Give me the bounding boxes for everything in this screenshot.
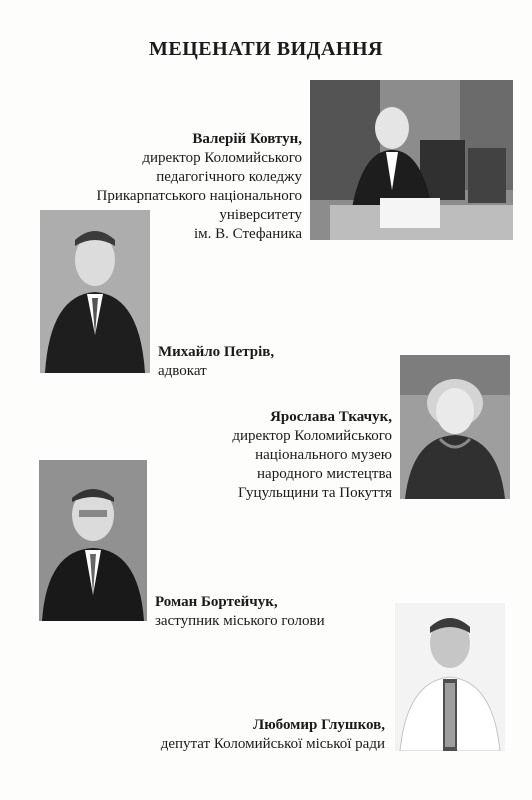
patron-role-line: Прикарпатського національного bbox=[96, 188, 302, 204]
patron-role-line: Гуцульщини та Покуття bbox=[237, 485, 392, 501]
patron-caption-hlushkov bbox=[100, 716, 385, 754]
patron-photo-kovtun bbox=[310, 80, 513, 240]
patron-caption-borteichuk bbox=[155, 593, 415, 631]
patron-name: Роман Бортейчук, bbox=[155, 594, 278, 610]
patron-role-line: директор Коломийського bbox=[232, 428, 392, 444]
patron-role-line: народного мистецтва bbox=[257, 466, 392, 482]
patron-name: Валерій Ковтун, bbox=[192, 131, 302, 147]
patron-role-line: педагогічного коледжу bbox=[156, 169, 302, 185]
patron-role-line: адвокат bbox=[158, 363, 207, 379]
page-title: МЕЦЕНАТИ ВИДАННЯ bbox=[149, 38, 383, 60]
patron-role-line: ім. В. Стефаника bbox=[193, 226, 302, 242]
patron-photo-petriv bbox=[40, 210, 150, 373]
patron-name: Михайло Петрів, bbox=[158, 344, 275, 360]
patron-caption-tkachuk bbox=[150, 408, 392, 503]
patron-role-line: директор Коломийського bbox=[142, 150, 302, 166]
patron-role-line: університету bbox=[219, 207, 302, 223]
patron-name: Любомир Глушков, bbox=[253, 717, 385, 733]
patron-name: Ярослава Ткачук, bbox=[270, 409, 392, 425]
patron-caption-petriv bbox=[158, 343, 378, 381]
patron-role-line: депутат Коломийської міської ради bbox=[160, 736, 385, 752]
patron-photo-tkachuk bbox=[400, 355, 510, 499]
patron-role-line: національного музею bbox=[255, 447, 392, 463]
patron-photo-hlushkov bbox=[395, 603, 505, 751]
patron-role-line: заступник міського голови bbox=[155, 613, 325, 629]
patron-photo-borteichuk bbox=[39, 460, 147, 621]
